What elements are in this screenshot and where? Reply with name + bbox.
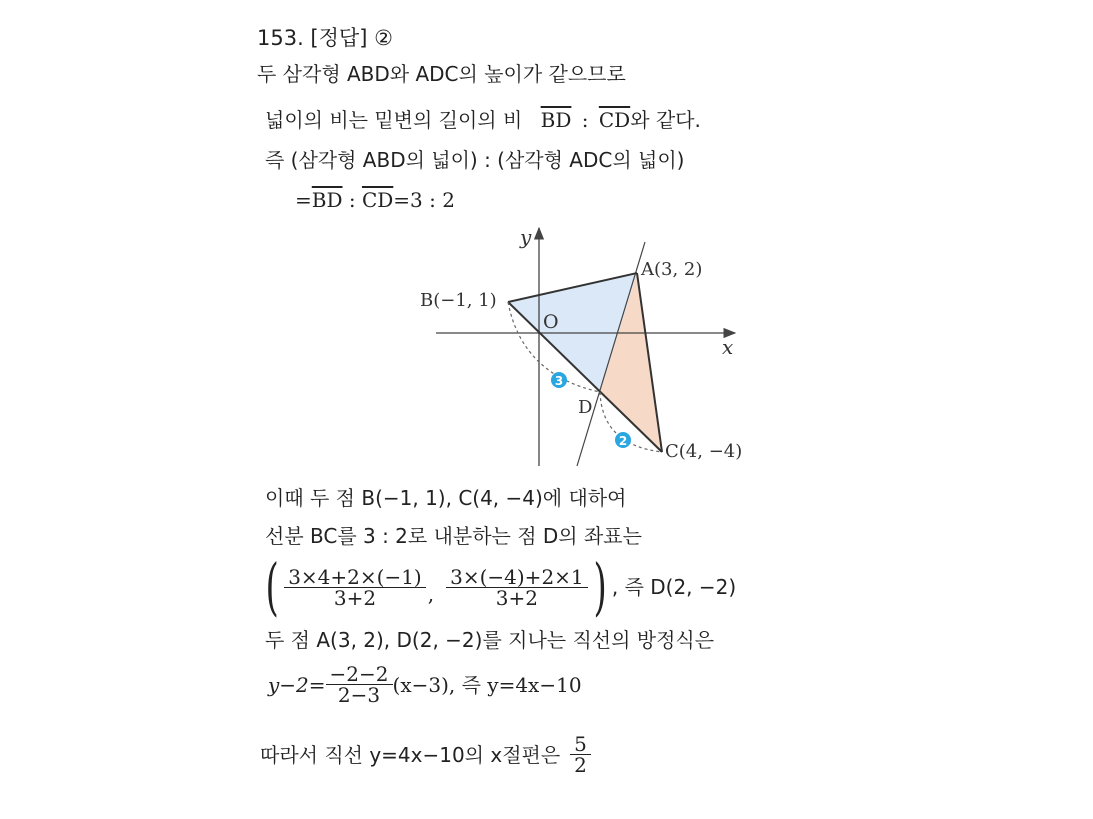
solution-line-5: 이때 두 점 B(−1, 1), C(4, −4)에 대하여 <box>265 486 627 510</box>
segment-cd: $\overline{CD}$ <box>598 108 631 132</box>
ratio-badge-2: 2 <box>618 434 628 448</box>
fraction-y-coord <box>446 564 588 610</box>
ratio-value: =3 : 2 <box>393 188 455 212</box>
right-paren: ) <box>593 550 607 623</box>
solution-line-8: 두 점 A(3, 2), D(2, −2)를 지나는 직선의 방정식은 <box>265 628 715 652</box>
x-intercept-denominator: 2 <box>574 753 587 777</box>
point-a-label: A(3, 2) <box>641 259 703 280</box>
ratio-colon: : <box>581 108 589 132</box>
origin-label: O <box>543 311 559 333</box>
problem-title: 153. [정답] ② <box>257 26 393 50</box>
slope-numerator: −2−2 <box>326 664 393 685</box>
intro-line-2-tail: 와 같다. <box>630 108 701 132</box>
equation-lhs: y−2= <box>268 672 326 697</box>
fraction-y-numerator: 3×(−4)+2×1 <box>446 567 588 588</box>
segment-cd-2: $\overline{CD}$ <box>361 188 394 212</box>
final-answer-text: 따라서 직선 y=4x−10의 x절편은 <box>260 742 561 767</box>
point-b-label: B(−1, 1) <box>420 290 497 311</box>
line-equation <box>268 664 582 705</box>
intro-line-1: 두 삼각형 ABD와 ADC의 높이가 같으므로 <box>257 62 626 86</box>
point-d-result: , 즉 D(2, −2) <box>611 575 737 599</box>
ratio-badge-3: 3 <box>554 374 564 388</box>
left-paren: ( <box>265 550 279 623</box>
fraction-x-numerator: 3×4+2×(−1) <box>284 567 426 588</box>
point-d-formula <box>260 550 737 623</box>
intro-line-3: 즉 (삼각형 ABD의 넓이) : (삼각형 ADC의 넓이) <box>265 148 685 172</box>
final-answer <box>260 734 591 775</box>
fraction-y-denominator: 3+2 <box>495 585 538 610</box>
x-axis-label: x <box>722 335 734 359</box>
point-d-label: D <box>578 397 593 418</box>
ratio-colon-2: : <box>342 188 362 212</box>
segment-bd: $\overline{BD}$ <box>540 108 572 132</box>
slope-fraction <box>326 664 393 705</box>
solution-line-6: 선분 BC를 3 : 2로 내분하는 점 D의 좌표는 <box>265 524 642 548</box>
point-c-label: C(4, −4) <box>665 441 743 462</box>
fraction-x-coord <box>284 564 426 610</box>
y-axis-label: y <box>520 225 532 249</box>
x-intercept-numerator: 5 <box>570 734 591 755</box>
coord-comma: , <box>427 582 435 606</box>
x-intercept-fraction <box>570 734 591 775</box>
intro-line-2-text: 넓이의 비는 밑변의 길이의 비 <box>265 108 523 132</box>
equation-rhs: (x−3), 즉 y=4x−10 <box>392 672 582 697</box>
fraction-x-denominator: 3+2 <box>333 585 377 610</box>
segment-bd-2: $\overline{BD}$ <box>311 188 343 212</box>
slope-denominator: 2−3 <box>337 683 381 707</box>
equals-sign: = <box>295 188 312 212</box>
